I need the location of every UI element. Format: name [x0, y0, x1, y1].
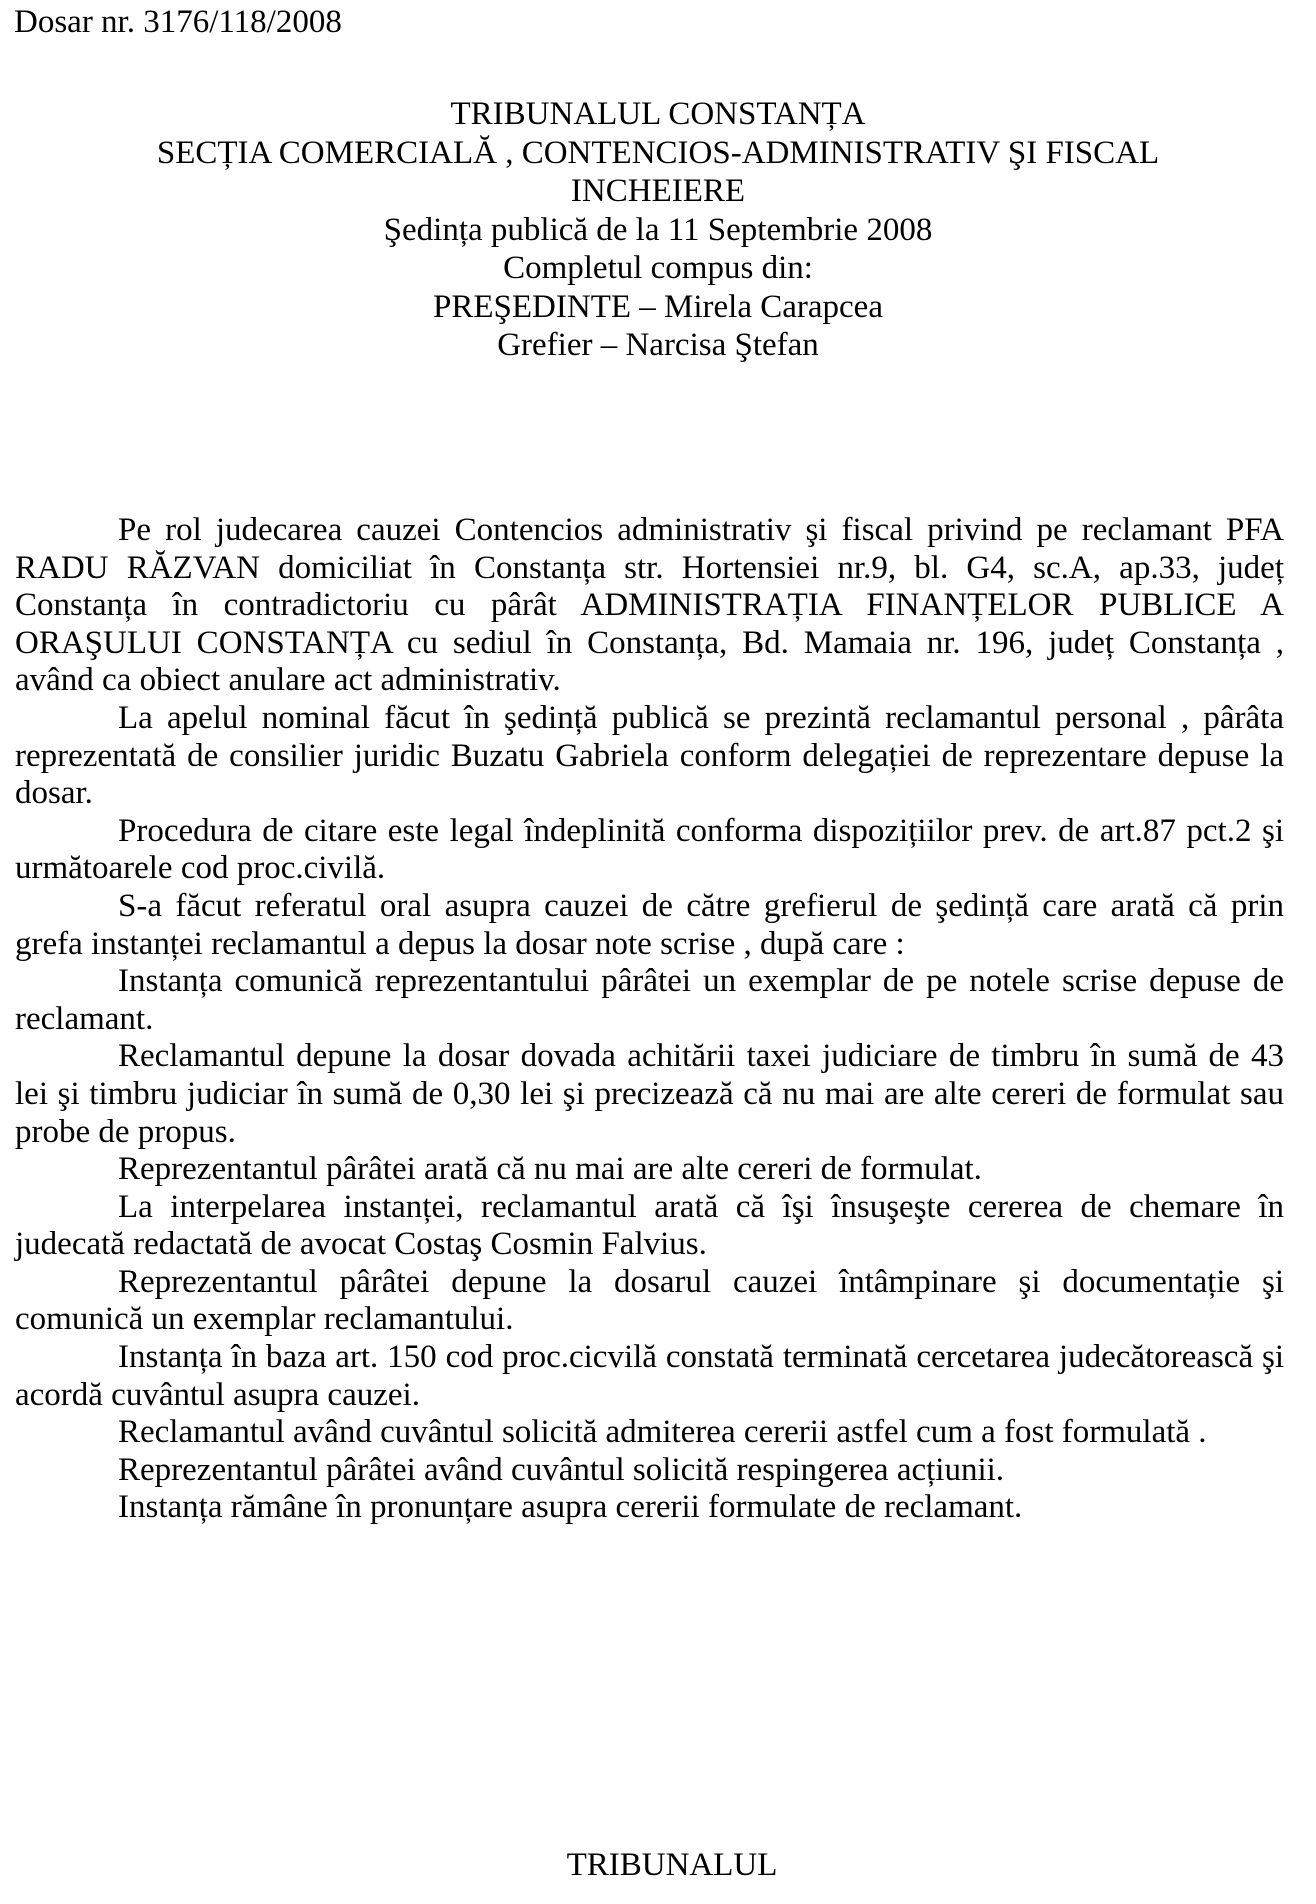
paragraph-plaintiff-adopts-claim: La interpelarea instanței, reclamantul arată că îşi însuşeşte cererea de chemare în judecată redactată de avocat Costaş Cosmin Falvius. [15, 1188, 1284, 1263]
document-type: INCHEIERE [570, 173, 746, 209]
court-name: TRIBUNALUL CONSTANȚA [450, 96, 866, 132]
document-header [0, 95, 1316, 365]
panel-clerk: Grefier – Narcisa Ştefan [497, 327, 819, 363]
paragraph-case-subject: Pe rol judecarea cauzei Contencios administrativ şi fiscal privind pe reclamant PFA RADU RĂZVAN domiciliat în Constanța str. Hortensiei nr.9, bl. G4, sc.A, ap.33, județ Constanța în contradictoriu cu pârât ADMINISTRAȚIA FINANȚELOR PUBLICE A ORAŞULUI CONSTANȚA cu sediul în Constanța, Bd. Mamaia nr. 196, județ Constanța , având ca obiect anulare act administrativ. [15, 512, 1284, 699]
document-body [15, 512, 1284, 1527]
paragraph-defendant-no-requests: Reprezentantul pârâtei arată că nu mai are alte cereri de formulat. [118, 1151, 982, 1188]
paragraph-roll-call: La apelul nominal făcut în şedință publică se prezintă reclamantul personal , pârâta reprezentată de consilier juridic Buzatu Gabriela conform delegației de reprezentare depuse la dosar. [15, 699, 1284, 812]
paragraph-clerk-report: S-a făcut referatul oral asupra cauzei de către grefierul de şedință care arată că prin grefa instanței reclamantul a depus la dosar note scrise , după care : [15, 887, 1284, 962]
paragraph-defendant-argument: Reprezentantul pârâtei având cuvântul solicită respingerea acțiunii. [118, 1451, 1005, 1488]
paragraph-stamp-duty: Reclamantul depune la dosar dovada achitării taxei judiciare de timbru în sumă de 43 lei şi timbru judiciar în sumă de 0,30 lei şi precizează că nu mai are alte cereri de formulat sau probe de propus. [15, 1038, 1284, 1150]
paragraph-deliberation: Instanța rămâne în pronunțare asupra cererii formulate de reclamant. [118, 1489, 1023, 1526]
court-section: SECȚIA COMERCIALĂ , CONTENCIOS-ADMINISTRATIV ŞI FISCAL [156, 134, 1160, 171]
session-date: Şedința publică de la 11 Septembrie 2008 [383, 211, 933, 248]
paragraph-investigation-closed: Instanța în baza art. 150 cod proc.cicvilă constată terminată cercetarea judecătorească şi acordă cuvântul asupra cauzei. [15, 1339, 1284, 1413]
paragraph-summons-procedure: Procedura de citare este legal îndeplinită conforma dispozițiilor prev. de art.87 pct.2 şi următoarele cod proc.civilă. [15, 812, 1284, 887]
panel-president: PREŞEDINTE – Mirela Carapcea [433, 288, 883, 325]
paragraph-defendant-statement-of-defence: Reprezentantul pârâtei depune la dosarul cauzei întâmpinare şi documentație şi comunică un exemplar reclamantului. [15, 1263, 1284, 1338]
panel-intro: Completul compus din: [503, 250, 813, 286]
document-footer [0, 1845, 1316, 1885]
paragraph-court-communication: Instanța comunică reprezentantului pârâtei un exemplar de pe notele scrise depuse de reclamant. [15, 963, 1284, 1037]
paragraph-plaintiff-argument: Reclamantul având cuvântul solicită admiterea cererii astfel cum a fost formulată . [118, 1414, 1207, 1451]
file-number: Dosar nr. 3176/118/2008 [14, 4, 342, 40]
footer-court-signature: TRIBUNALUL [566, 1847, 778, 1883]
